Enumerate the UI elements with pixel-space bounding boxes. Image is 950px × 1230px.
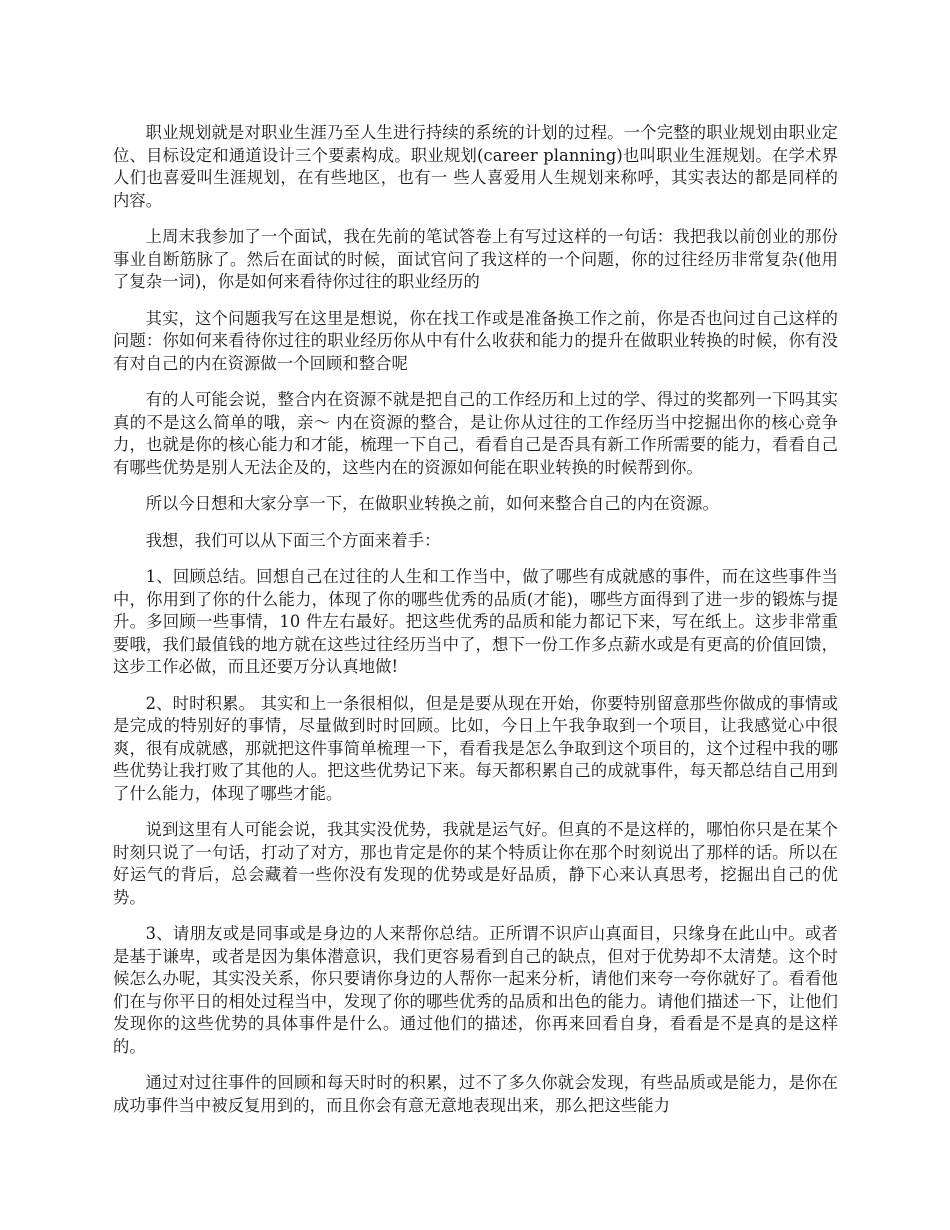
paragraph-share-intro: 所以今日想和大家分享一下，在做职业转换之前，如何来整合自己的内在资源。 (145, 494, 719, 513)
paragraph-interview: 上周末我参加了一个面试，我在先前的笔试答卷上有写过这样的一句话：我把我以前创业的那份事业自断筋脉了。然后在面试的时候，面试官问了我这样的一个问题，你的过往经历非常复杂(他用了复杂一词)，你是如何来看待你过往的职业经历的 (113, 227, 838, 291)
paragraph-inner-resources: 有的人可能会说，整合内在资源不就是把自己的工作经历和上过的学、得过的奖都列一下吗其实真的不是这么简单的哦，亲～ 内在资源的整合，是让你从过往的工作经历当中挖掘出你的核心竞争力，也就是你的核心能力和才能，梳理一下自己，看看自己是否具有新工作所需要的能力，看看自己有哪些优势是别人无法企及的，这些内在的资源如何能在职业转换的时候帮到你。 (113, 390, 838, 477)
paragraph-question: 其实，这个问题我写在这里是想说，你在找工作或是准备换工作之前，你是否也问过自己这样的问题：你如何来看待你过往的职业经历你从中有什么收获和能力的提升在做职业转换的时候，你有没有对自己的内在资源做一个回顾和整合呢 (113, 308, 838, 373)
paragraph-definition: 职业规划就是对职业生涯乃至人生进行持续的系统的计划的过程。一个完整的职业规划由职业定位、目标设定和通道设计三个要素构成。职业规划(career planning)也叫职业生涯规划。在学术界人们也喜爱叫生涯规划，在有些地区，也有一 些人喜爱用人生规划来称呼，其实表达的都是同样的内容。 (113, 123, 838, 210)
document-body (113, 122, 838, 1131)
paragraph-step-2-accumulate: 2、时时积累。 其实和上一条很相似，但是是要从现在开始，你要特别留意那些你做成的事情或是完成的特别好的事情，尽量做到时时回顾。比如，今日上午我争取到一个项目，让我感觉心中很爽，很有成就感，那就把这件事简单梳理一下，看看我是怎么争取到这个项目的，这个过程中我的哪些优势让我打败了其他的人。把这些优势记下来。每天都积累自己的成就事件，每天都总结自己用到了什么能力，体现了哪些才能。 (113, 693, 838, 803)
paragraph-luck: 说到这里有人可能会说，我其实没优势，我就是运气好。但真的不是这样的，哪怕你只是在某个时刻只说了一句话，打动了对方，那也肯定是你的某个特质让你在那个时刻说出了那样的话。所以在好运气的背后，总会藏着一些你没有发现的优势或是好品质，静下心来认真思考，挖掘出自己的优势。 (113, 820, 838, 907)
paragraph-three-aspects: 我想，我们可以从下面三个方面来着手： (145, 530, 441, 550)
paragraph-step-1-review: 1、回顾总结。回想自己在过往的人生和工作当中，做了哪些有成就感的事件，而在这些事件当中，你用到了你的什么能力，体现了你的哪些优秀的品质(才能)，哪些方面得到了进一步的锻炼与提升。多回顾一些事情，10 件左右最好。把这些优秀的品质和能力都记下来，写在纸上。这步非常重要哦，我们最值钱的地方就在这些过往经历当中了，想下一份工作多点薪水或是有更高的价值回馈，这步工作必做，而且还要万分认真地做! (113, 567, 838, 676)
paragraph-conclusion: 通过对过往事件的回顾和每天时时的积累，过不了多久你就会发现，有些品质或是能力，是你在成功事件当中被反复用到的，而且你会有意无意地表现出来，那么把这些能力 (113, 1073, 838, 1115)
paragraph-step-3-friends: 3、请朋友或是同事或是身边的人来帮你总结。正所谓不识庐山真面目，只缘身在此山中。或者是基于谦卑，或者是因为集体潜意识，我们更容易看到自己的缺点，但对于优势却不太清楚。这个时候怎么办呢，其实没关系，你只要请你身边的人帮你一起来分析，请他们来夸一夸你就好了。看看他们在与你平日的相处过程当中，发现了你的哪些优秀的品质和出色的能力。请他们描述一下，让他们发现你的这些优势的具体事件是什么。通过他们的描述，你再来回看自身，看看是不是真的是这样的。 (113, 924, 838, 1056)
